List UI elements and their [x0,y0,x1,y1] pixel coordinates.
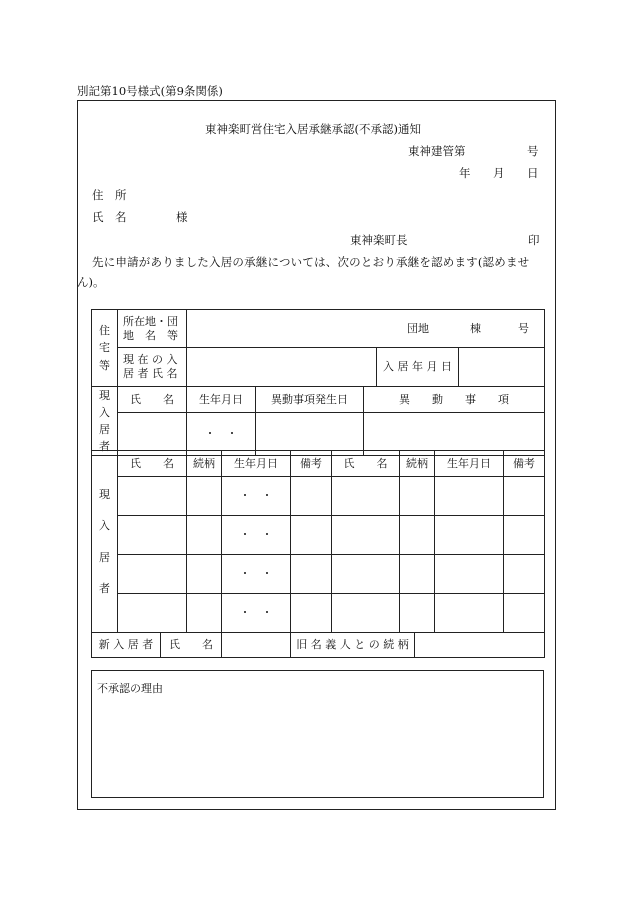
issuer: 東神楽町長 [350,233,408,247]
col-relation-header: 続柄 [400,451,435,477]
honorific: 様 [176,210,188,224]
col-change-date-header: 異動事項発生日 [256,387,364,413]
location-value: 団地 棟 号 [187,310,545,348]
new-resident-name-label: 氏 名 [161,633,222,658]
doc-number-prefix: 東神建管第 [408,144,466,158]
current-resident-value [187,348,377,387]
table-row: ・ ・ [92,594,545,633]
name-label: 氏 名 [92,210,127,224]
document-title: 東神楽町営住宅入居承継承認(不承認)通知 [205,122,421,136]
location-label: 所在地・団 地 名 等 [118,310,187,348]
table-row: ・ ・ [92,477,545,516]
change-table [91,386,545,456]
col-note-header: 備考 [291,451,332,477]
move-in-date-value [459,348,545,387]
body-text-line2: ん)。 [77,275,105,289]
housing-side-label: 住 宅 等 [92,310,118,387]
col-name-header: 氏 名 [118,451,187,477]
date-day: 日 [527,166,539,180]
current-resident-label: 現 在 の 入 居 者 氏 名 [118,348,187,387]
members-side-label: 現 入 居 者 [92,451,118,633]
reason-box [91,670,544,798]
col-birth-header: 生年月日 [187,387,256,413]
new-resident-label: 新 入 居 者 [92,633,161,658]
current-resident-side-label: 現 入 居 者 [92,387,118,456]
col-relation-header: 続柄 [187,451,222,477]
body-text-line1: 先に申請がありました入居の承継については、次のとおり承継を認めます(認めませ [92,255,530,269]
col-name-header: 氏 名 [118,387,187,413]
col-birth-header: 生年月日 [222,451,291,477]
table-row: ・ ・ [92,555,545,594]
date-year: 年 [459,166,471,180]
move-in-date-label: 入 居 年 月 日 [377,348,459,387]
relation-to-former-label: 旧 名 義 人 と の 続 柄 [291,633,415,658]
address-label: 住 所 [92,188,127,202]
col-change-item-header: 異 動 事 項 [364,387,545,413]
change-birth-cell: ・ ・ [187,412,256,455]
new-resident-name-value [222,633,291,658]
housing-table [91,309,545,387]
col-birth-header: 生年月日 [435,451,504,477]
date-month: 月 [493,166,505,180]
table-row: ・ ・ [92,516,545,555]
relation-to-former-value [415,633,545,658]
members-table [91,450,545,633]
reason-label: 不承認の理由 [97,682,163,695]
new-resident-table [91,632,545,658]
doc-number-suffix: 号 [527,144,539,158]
col-name-header: 氏 名 [332,451,400,477]
header-note: 別記第10号様式(第9条関係) [77,84,223,98]
col-note-header: 備考 [504,451,545,477]
seal-mark: 印 [528,233,540,247]
